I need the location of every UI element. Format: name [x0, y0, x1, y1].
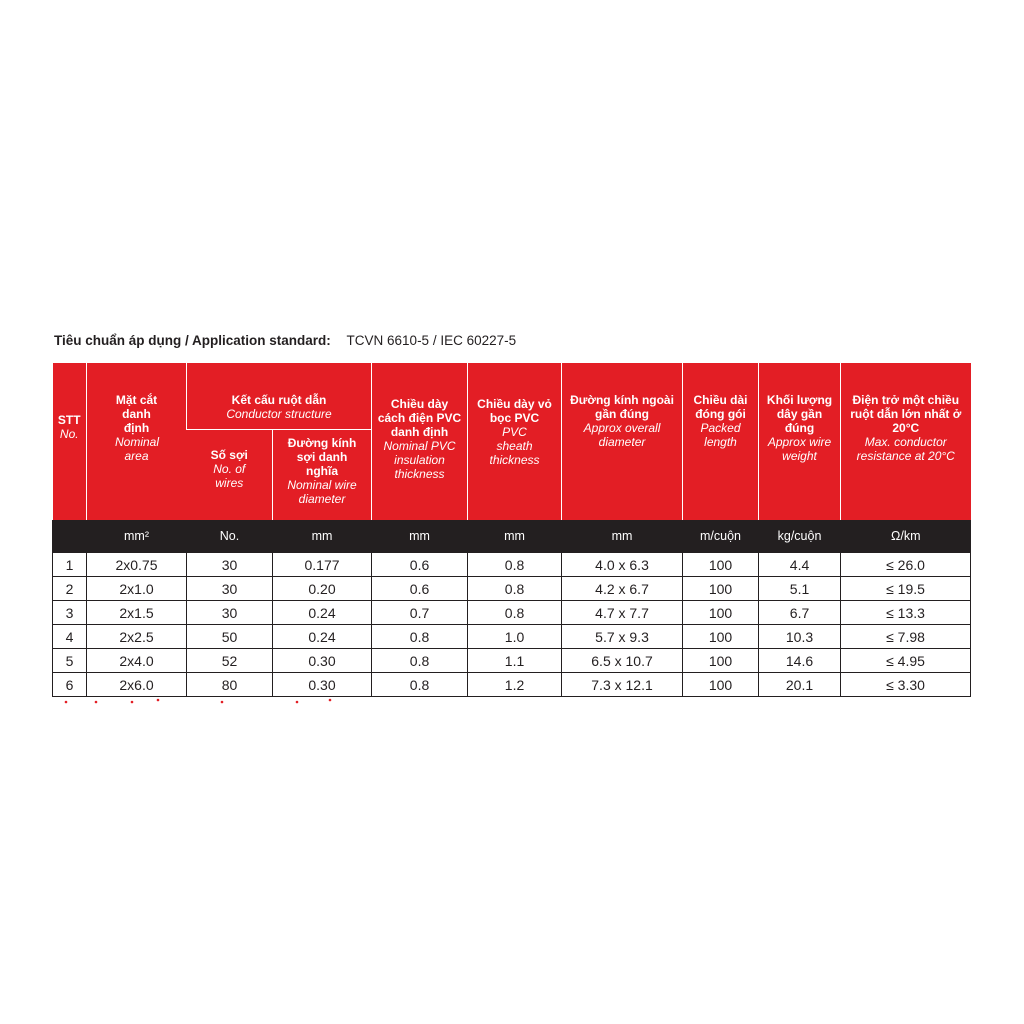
table-cell: 50 [187, 625, 273, 649]
table-cell: 0.30 [273, 673, 372, 697]
standard-label: Tiêu chuẩn áp dụng / Application standard: [54, 333, 331, 348]
table-cell: 14.6 [759, 649, 841, 673]
table-cell: 4 [53, 625, 87, 649]
table-cell: 2x2.5 [87, 625, 187, 649]
table-cell: 0.20 [273, 577, 372, 601]
header-overall-diameter: Đường kính ngoài gần đúng Approx overall diameter [562, 363, 683, 520]
table-cell: 0.24 [273, 625, 372, 649]
table-cell: ≤ 7.98 [841, 625, 971, 649]
unit-cell: mm [273, 520, 372, 553]
table-cell: ≤ 13.3 [841, 601, 971, 625]
table-cell: 7.3 x 12.1 [562, 673, 683, 697]
header-wire-diameter: Đường kính sợi danh nghĩa Nominal wire diameter [273, 430, 372, 521]
table-row [53, 553, 971, 577]
table-cell: 5.1 [759, 577, 841, 601]
table-cell: 6 [53, 673, 87, 697]
table-cell: 30 [187, 553, 273, 577]
header-wire-weight: Khối lượng dây gần đúng Approx wire weight [759, 363, 841, 520]
table-cell: 2x1.0 [87, 577, 187, 601]
table-cell: 0.7 [372, 601, 468, 625]
unit-cell: m/cuộn [683, 520, 759, 553]
header-sheath-thickness: Chiều dày vỏ bọc PVC PVC sheath thickness [468, 363, 562, 520]
unit-cell: mm [562, 520, 683, 553]
unit-cell: Ω/km [841, 520, 971, 553]
application-standard [54, 333, 516, 348]
standard-value: TCVN 6610-5 / IEC 60227-5 [346, 333, 517, 348]
unit-cell [53, 520, 87, 553]
table-cell: 30 [187, 601, 273, 625]
table-cell: 30 [187, 577, 273, 601]
table-cell: 0.6 [372, 577, 468, 601]
table-cell: 10.3 [759, 625, 841, 649]
table-row [53, 601, 971, 625]
table-cell: 2x0.75 [87, 553, 187, 577]
table-cell: 100 [683, 625, 759, 649]
cropped-footnote-fragment [62, 697, 362, 705]
table-cell: 100 [683, 673, 759, 697]
header-number-of-wires: Số sợi No. of wires [187, 430, 273, 521]
table-cell: 4.4 [759, 553, 841, 577]
unit-cell: mm [468, 520, 562, 553]
unit-cell: mm [372, 520, 468, 553]
table-row [53, 649, 971, 673]
table-cell: 1.2 [468, 673, 562, 697]
header-stt: STT No. [53, 363, 87, 520]
table-cell: 4.7 x 7.7 [562, 601, 683, 625]
table-cell: 2x6.0 [87, 673, 187, 697]
units-row [53, 520, 971, 553]
table-row [53, 625, 971, 649]
table-cell: 5 [53, 649, 87, 673]
table-cell: 2x4.0 [87, 649, 187, 673]
table-cell: ≤ 4.95 [841, 649, 971, 673]
header-conductor-structure: Kết cấu ruột dẫn Conductor structure [187, 363, 372, 430]
table-cell: 100 [683, 553, 759, 577]
table-cell: 0.8 [372, 625, 468, 649]
table-cell: 0.24 [273, 601, 372, 625]
table-cell: 80 [187, 673, 273, 697]
table-cell: ≤ 3.30 [841, 673, 971, 697]
unit-cell: mm² [87, 520, 187, 553]
unit-cell: kg/cuộn [759, 520, 841, 553]
table-cell: 0.6 [372, 553, 468, 577]
table-cell: 6.5 x 10.7 [562, 649, 683, 673]
table-cell: 0.8 [468, 577, 562, 601]
table-cell: 100 [683, 649, 759, 673]
table-cell: 0.8 [372, 649, 468, 673]
table-cell: 100 [683, 601, 759, 625]
table-cell: 0.177 [273, 553, 372, 577]
header-insulation-thickness: Chiều dày cách điện PVC danh định Nominal PVC insulation thickness [372, 363, 468, 520]
header-nominal-area: Mặt cắt danh định Nominal area [87, 363, 187, 520]
table-cell: 4.0 x 6.3 [562, 553, 683, 577]
header-packed-length: Chiều dài đóng gói Packed length [683, 363, 759, 520]
cable-spec-table [52, 363, 971, 697]
table-cell: 2 [53, 577, 87, 601]
unit-cell: No. [187, 520, 273, 553]
table-cell: 0.8 [468, 553, 562, 577]
table-cell: ≤ 19.5 [841, 577, 971, 601]
table-cell: 2x1.5 [87, 601, 187, 625]
header-max-resistance: Điện trở một chiều ruột dẫn lớn nhất ở 20°C Max. conductor resistance at 20°C [841, 363, 971, 520]
table-cell: 1 [53, 553, 87, 577]
table-cell: ≤ 26.0 [841, 553, 971, 577]
table-cell: 3 [53, 601, 87, 625]
table-cell: 6.7 [759, 601, 841, 625]
table-cell: 1.1 [468, 649, 562, 673]
table-cell: 20.1 [759, 673, 841, 697]
table-cell: 0.8 [372, 673, 468, 697]
table-cell: 0.8 [468, 601, 562, 625]
table-row [53, 577, 971, 601]
table-cell: 0.30 [273, 649, 372, 673]
table-row [53, 673, 971, 697]
table-cell: 100 [683, 577, 759, 601]
table-cell: 1.0 [468, 625, 562, 649]
table-cell: 4.2 x 6.7 [562, 577, 683, 601]
table-cell: 52 [187, 649, 273, 673]
table-cell: 5.7 x 9.3 [562, 625, 683, 649]
